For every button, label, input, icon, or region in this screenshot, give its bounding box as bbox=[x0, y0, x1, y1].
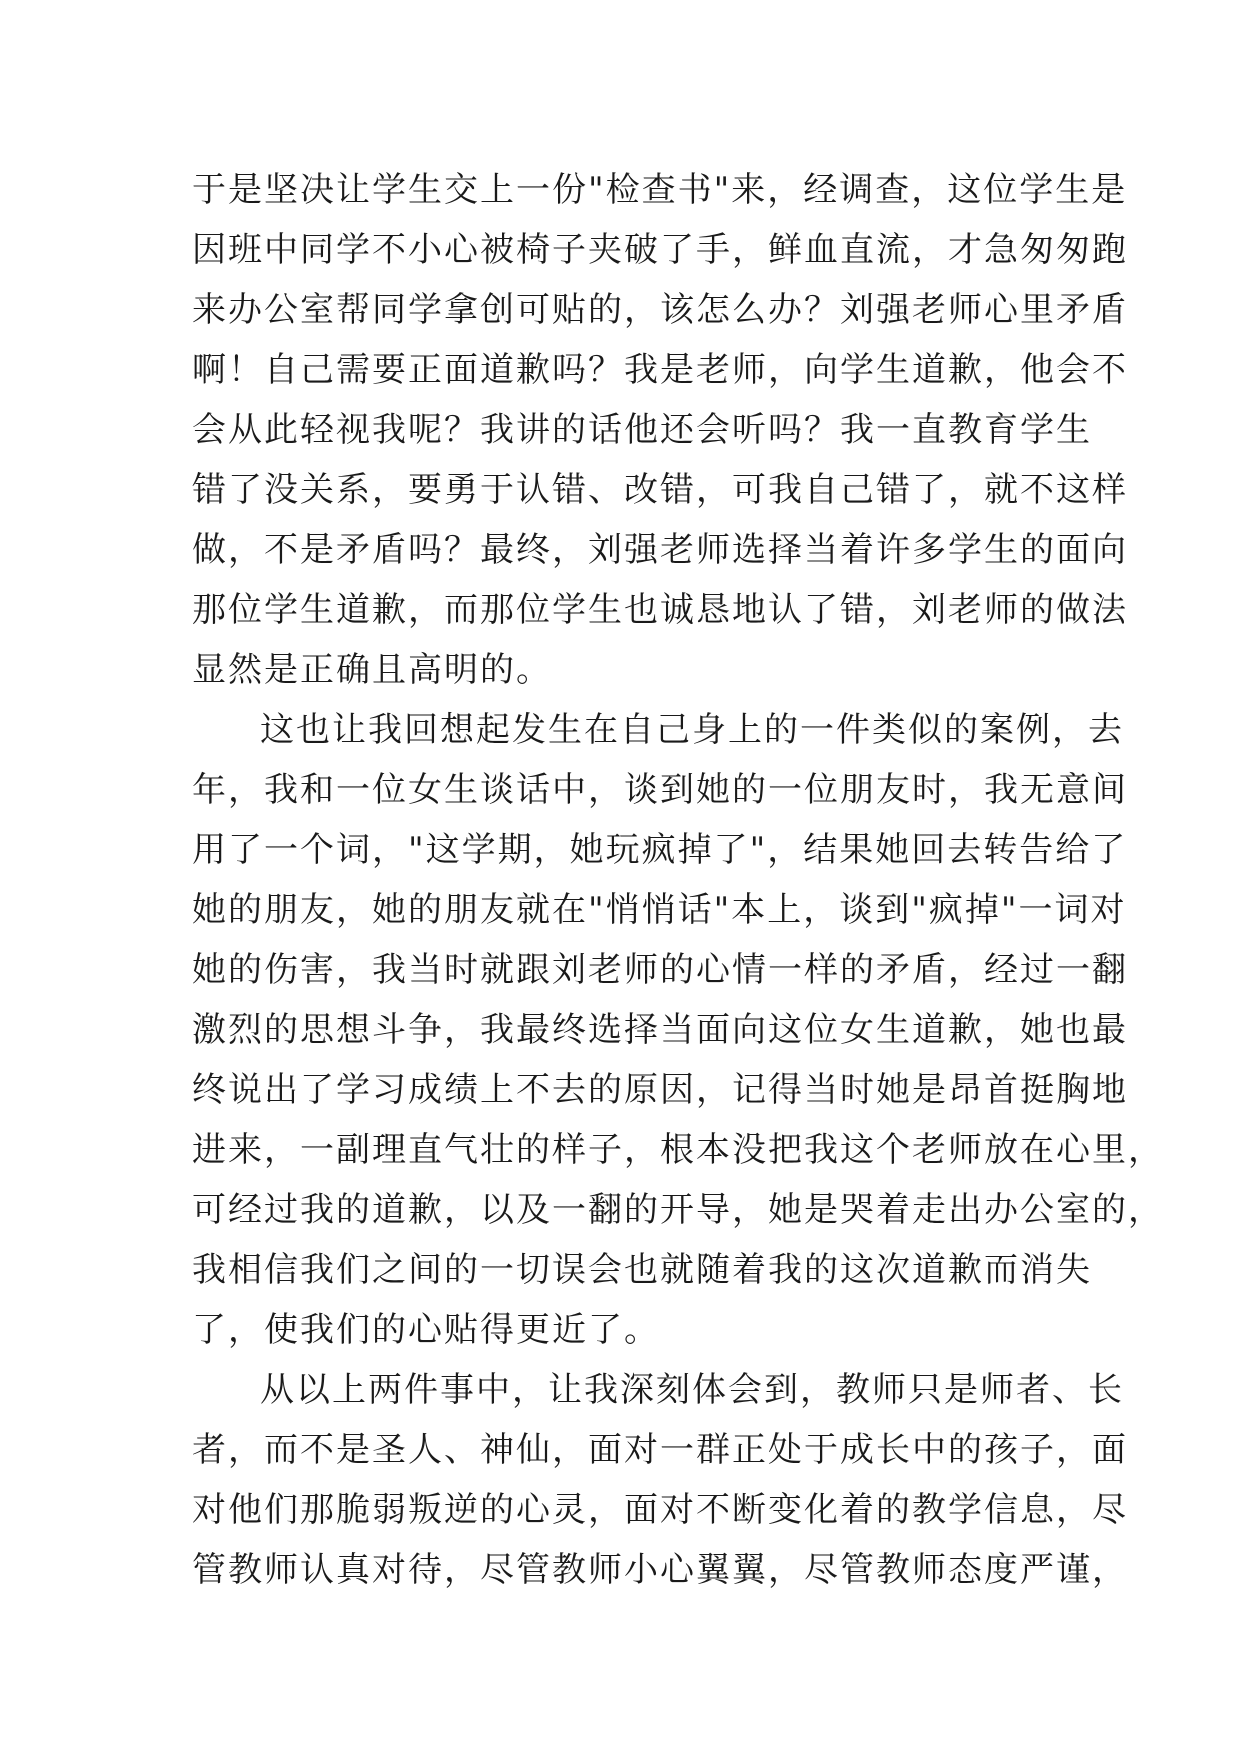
paragraph-2 bbox=[192, 700, 1164, 1360]
paragraph-3 bbox=[192, 1360, 1128, 1600]
text-line: 激烈的思想斗争，我最终选择当面向这位女生道歉，她也最 bbox=[192, 1010, 1128, 1050]
text-line: 于是坚决让学生交上一份"检查书"来，经调查，这位学生是 bbox=[192, 170, 1128, 210]
text-line: 了，使我们的心贴得更近了。 bbox=[192, 1310, 660, 1350]
text-line: 啊！自己需要正面道歉吗？我是老师，向学生道歉，他会不 bbox=[192, 350, 1128, 390]
text-line: 显然是正确且高明的。 bbox=[192, 650, 552, 690]
text-line: 管教师认真对待，尽管教师小心翼翼，尽管教师态度严谨， bbox=[192, 1550, 1128, 1590]
text-line: 者，而不是圣人、神仙，面对一群正处于成长中的孩子，面 bbox=[192, 1430, 1128, 1470]
text-line: 这也让我回想起发生在自己身上的一件类似的案例，去 bbox=[260, 710, 1124, 750]
text-line: 来办公室帮同学拿创可贴的，该怎么办？刘强老师心里矛盾 bbox=[192, 290, 1128, 330]
paragraph-1 bbox=[192, 160, 1128, 700]
text-line: 做，不是矛盾吗？最终，刘强老师选择当着许多学生的面向 bbox=[192, 530, 1128, 570]
text-line: 进来，一副理直气壮的样子，根本没把我这个老师放在心里， bbox=[192, 1130, 1164, 1170]
text-line: 那位学生道歉，而那位学生也诚恳地认了错，刘老师的做法 bbox=[192, 590, 1128, 630]
text-line: 我相信我们之间的一切误会也就随着我的这次道歉而消失 bbox=[192, 1250, 1092, 1290]
text-line: 因班中同学不小心被椅子夹破了手，鲜血直流，才急匆匆跑 bbox=[192, 230, 1128, 270]
text-line: 她的朋友，她的朋友就在"悄悄话"本上，谈到"疯掉"一词对 bbox=[192, 890, 1127, 930]
text-line: 年，我和一位女生谈话中，谈到她的一位朋友时，我无意间 bbox=[192, 770, 1128, 810]
text-line: 对他们那脆弱叛逆的心灵，面对不断变化着的教学信息，尽 bbox=[192, 1490, 1128, 1530]
text-line: 可经过我的道歉，以及一翻的开导，她是哭着走出办公室的， bbox=[192, 1190, 1164, 1230]
text-line: 用了一个词，"这学期，她玩疯掉了"，结果她回去转告给了 bbox=[192, 830, 1128, 870]
text-line: 会从此轻视我呢？我讲的话他还会听吗？我一直教育学生 bbox=[192, 410, 1092, 450]
text-line: 错了没关系，要勇于认错、改错，可我自己错了，就不这样 bbox=[192, 470, 1128, 510]
text-line: 她的伤害，我当时就跟刘老师的心情一样的矛盾，经过一翻 bbox=[192, 950, 1128, 990]
text-line: 终说出了学习成绩上不去的原因，记得当时她是昂首挺胸地 bbox=[192, 1070, 1128, 1110]
text-line: 从以上两件事中，让我深刻体会到，教师只是师者、长 bbox=[260, 1370, 1124, 1410]
body-text bbox=[192, 160, 1164, 1600]
